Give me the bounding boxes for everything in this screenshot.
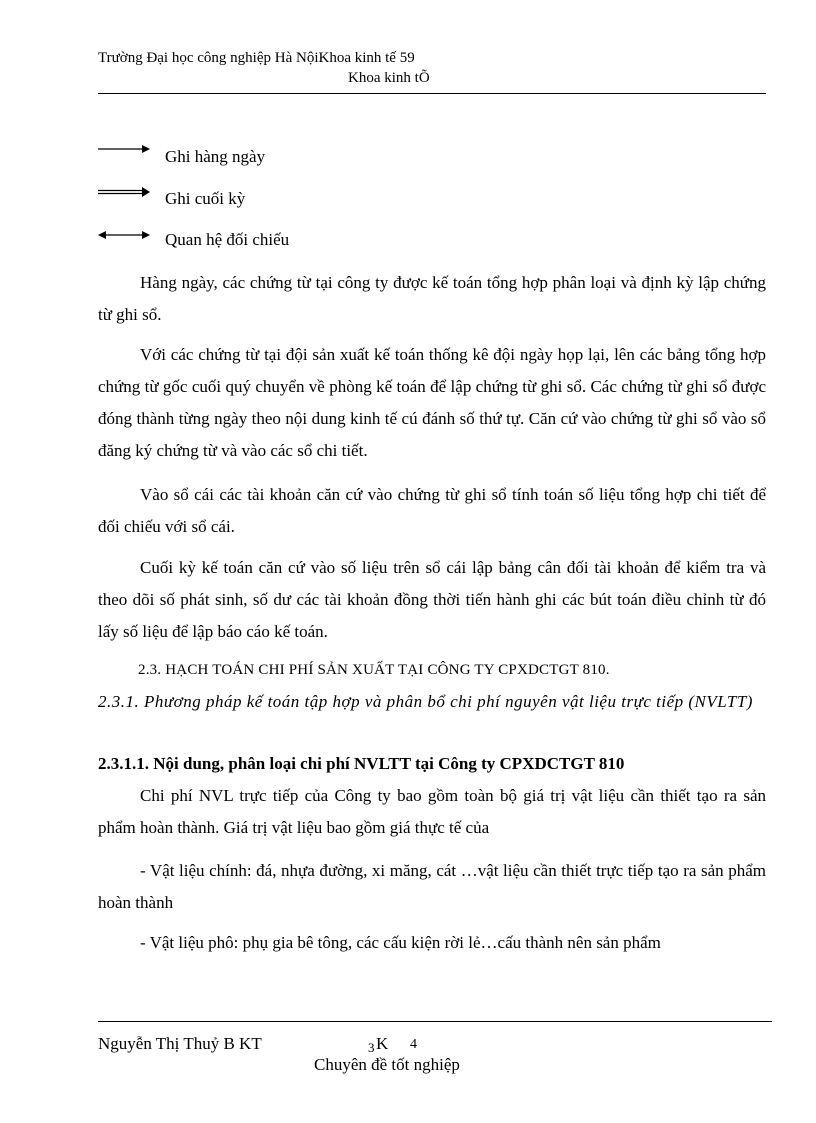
- paragraph-6: - Vật liệu chính: đá, nhựa đường, xi măng, cát …vật liệu cần thiết trực tiếp tạo ra sản phẩm hoàn thành: [98, 861, 766, 912]
- bidirectional-arrow-icon: [98, 229, 150, 241]
- footer-doc-type: Chuyên đề tốt nghiệp: [314, 1055, 460, 1074]
- footer-page-number: 4: [410, 1037, 417, 1052]
- subsubsection-heading: 2.3.1.1. Nội dung, phân loại chi phí NVLTT tại Công ty CPXDCTGT 810: [98, 754, 625, 773]
- paragraph-5: Chi phí NVL trực tiếp của Công ty bao gồm toàn bộ giá trị vật liệu cần thiết tạo ra sản phẩm hoàn thành. Giá trị vật liệu bao gồm giá thực tế của: [98, 786, 766, 837]
- legend-label-period-end: Ghi cuối kỳ: [165, 189, 246, 208]
- footer-class-subscript: 3: [368, 1040, 375, 1055]
- double-arrow-icon: [98, 186, 150, 198]
- paragraph-3: Vào sổ cái các tài khoản căn cứ vào chứng từ ghi sổ tính toán số liệu tổng hợp chi tiết để đối chiếu với sổ cái.: [98, 485, 766, 536]
- header-divider: [98, 93, 766, 94]
- paragraph-4: Cuối kỳ kế toán căn cứ vào số liệu trên sổ cái lập bảng cân đối tài khoản để kiểm tra và theo dõi số phát sinh, số dư các tài khoản đồng thời tiến hành ghi các bút toán điều chỉnh từ đó lấy số liệu để lập báo cáo kế toán.: [98, 558, 766, 641]
- header-line-2: Khoa kinh tÕ: [348, 70, 430, 86]
- paragraph-1: Hàng ngày, các chứng từ tại công ty được kế toán tổng hợp phân loại và định kỳ lập chứng từ ghi sổ.: [98, 273, 766, 324]
- paragraph-7: - Vật liệu phô: phụ gia bê tông, các cấu kiện rời lẻ…cấu thành nên sản phẩm: [140, 933, 661, 952]
- paragraph-2: Với các chứng từ tại đội sản xuất kế toán thống kê đội ngày họp lại, lên các bảng tổng hợp chứng từ gốc cuối quý chuyển về phòng kế toán để lập chứng từ ghi sổ. Các chứng từ ghi sổ được đóng thành từng ngày theo nội dung kinh tế cú đánh số thứ tự. Căn cứ vào chứng từ ghi sổ vào sổ đăng ký chứng từ và vào các sổ chi tiết.: [98, 345, 766, 460]
- footer-author: Nguyễn Thị Thuỷ B KT: [98, 1034, 262, 1053]
- footer-divider: [98, 1021, 772, 1022]
- subsection-title: 2.3.1. Phương pháp kế toán tập hợp và phân bổ chi phí nguyên vật liệu trực tiếp (NVLTT): [98, 692, 753, 711]
- single-arrow-icon: [98, 143, 150, 155]
- legend-label-daily: Ghi hàng ngày: [165, 147, 266, 166]
- section-title: 2.3. HẠCH TOÁN CHI PHÍ SẢN XUẤT TẠI CÔNG TY CPXDCTGT 810.: [138, 662, 610, 678]
- header-line-1: Trường Đại học công nghiệp Hà NộiKhoa kinh tế 59: [98, 50, 415, 66]
- legend-label-reconcile: Quan hệ đối chiếu: [165, 230, 290, 249]
- footer-class-letter: K: [376, 1034, 389, 1053]
